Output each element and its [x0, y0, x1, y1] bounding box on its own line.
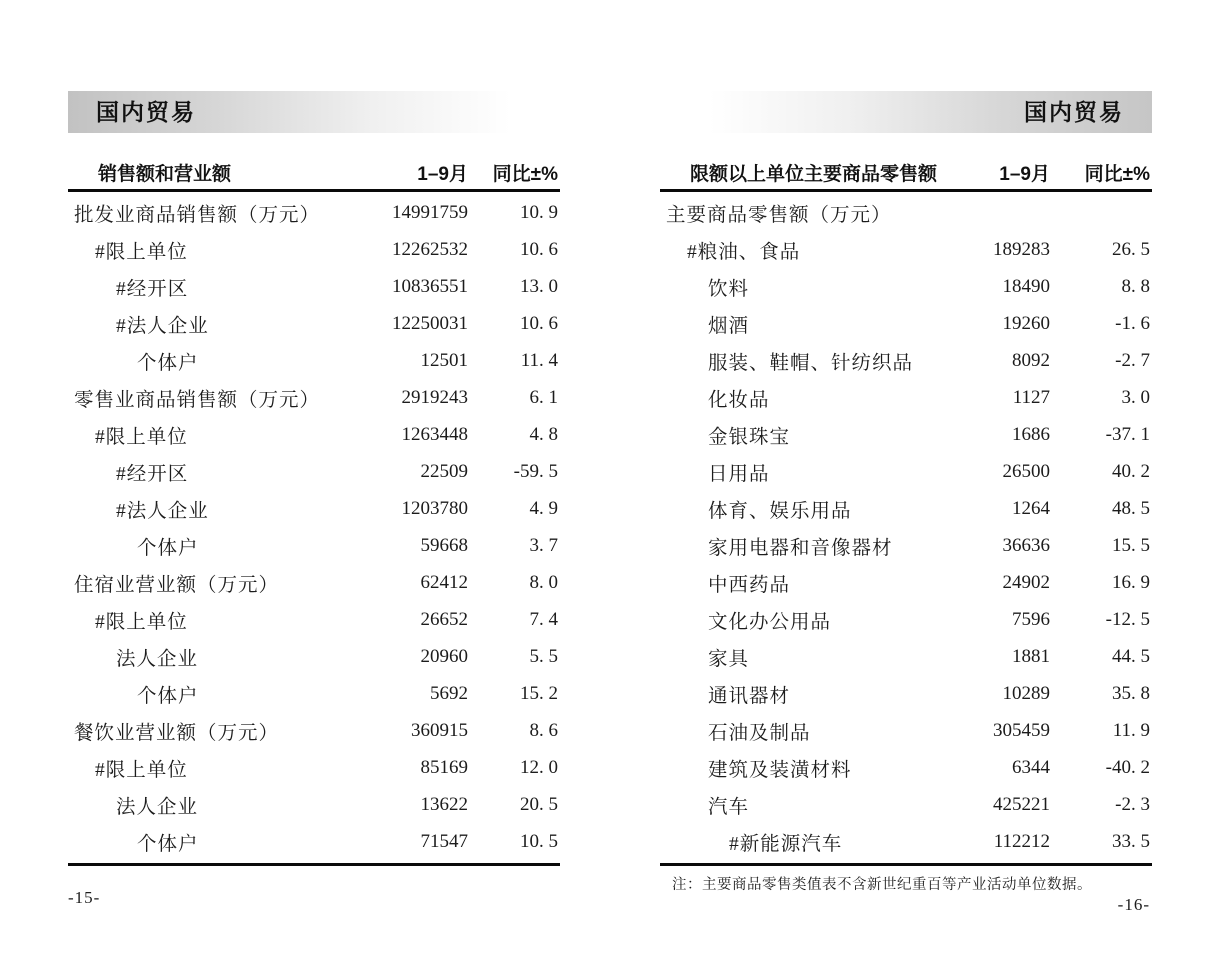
row-yoy-percent: 5. 5	[529, 645, 558, 667]
table-bottom-rule	[660, 863, 1152, 866]
row-label: 零售业商品销售额（万元）	[74, 389, 321, 411]
row-yoy-percent: 8. 6	[529, 719, 558, 741]
table-row	[68, 564, 560, 601]
table-row	[68, 638, 560, 675]
row-label: 通讯器材	[708, 685, 791, 707]
row-value: 12501	[420, 349, 468, 371]
row-value: 20960	[420, 645, 468, 667]
row-yoy-percent: 4. 8	[529, 423, 558, 445]
row-yoy-percent: 11. 4	[520, 349, 558, 371]
row-yoy-percent: 3. 7	[529, 534, 558, 556]
row-value: 13622	[420, 793, 468, 815]
row-label: 日用品	[708, 463, 770, 485]
row-yoy-percent: 15. 2	[520, 682, 558, 704]
row-value: 85169	[420, 756, 468, 778]
table-row	[68, 490, 560, 527]
row-label: #限上单位	[95, 241, 188, 263]
row-label: 法人企业	[116, 796, 199, 818]
table-top-rule	[660, 189, 1152, 192]
row-value: 2919243	[401, 386, 468, 408]
table-row	[68, 342, 560, 379]
table-row	[660, 675, 1152, 712]
row-yoy-percent: -40. 2	[1105, 756, 1150, 778]
table-row	[68, 823, 560, 860]
row-yoy-percent: -59. 5	[513, 460, 558, 482]
row-value: 22509	[420, 460, 468, 482]
row-label: 金银珠宝	[708, 426, 791, 448]
row-label: 饮料	[708, 278, 750, 300]
row-value: 26652	[420, 608, 468, 630]
row-value: 14991759	[392, 201, 468, 223]
row-value: 1264	[1012, 497, 1050, 519]
row-yoy-percent: 15. 5	[1112, 534, 1150, 556]
row-value: 1263448	[401, 423, 468, 445]
row-label: 汽车	[708, 796, 750, 818]
row-yoy-percent: 10. 6	[520, 238, 558, 260]
page-number: -16-	[1117, 895, 1150, 914]
row-value: 1686	[1012, 423, 1050, 445]
table-row	[68, 268, 560, 305]
row-yoy-percent: -2. 3	[1115, 793, 1150, 815]
column-header-period: 1–9月	[999, 164, 1050, 185]
row-label: 个体户	[137, 537, 199, 559]
table-row	[660, 416, 1152, 453]
row-value: 59668	[420, 534, 468, 556]
row-yoy-percent: 40. 2	[1112, 460, 1150, 482]
row-label: 个体户	[137, 685, 199, 707]
row-yoy-percent: 16. 9	[1112, 571, 1150, 593]
row-yoy-percent: 10. 6	[520, 312, 558, 334]
table-top-rule	[68, 189, 560, 192]
row-value: 6344	[1012, 756, 1050, 778]
row-value: 18490	[1002, 275, 1050, 297]
row-label: #限上单位	[95, 611, 188, 633]
table-row	[660, 823, 1152, 860]
row-label: 服装、鞋帽、针纺织品	[708, 352, 914, 374]
table-row	[68, 305, 560, 342]
row-yoy-percent: 35. 8	[1112, 682, 1150, 704]
table-row	[660, 453, 1152, 490]
table-row	[68, 601, 560, 638]
row-yoy-percent: 7. 4	[529, 608, 558, 630]
row-label: 批发业商品销售额（万元）	[74, 204, 321, 226]
table-header-row	[660, 157, 1152, 186]
right-page	[660, 91, 1152, 915]
row-label: #新能源汽车	[729, 833, 843, 855]
row-value: 24902	[1002, 571, 1050, 593]
row-value: 36636	[1002, 534, 1050, 556]
table-row	[68, 786, 560, 823]
row-value: 189283	[993, 238, 1050, 260]
row-label: 家用电器和音像器材	[708, 537, 893, 559]
table-row	[68, 379, 560, 416]
row-value: 112212	[993, 830, 1050, 852]
row-value: 1127	[1012, 386, 1050, 408]
column-header-yoy: 同比±%	[1084, 164, 1150, 185]
row-yoy-percent: -1. 6	[1115, 312, 1150, 334]
row-yoy-percent: 4. 9	[529, 497, 558, 519]
column-header-yoy: 同比±%	[492, 164, 558, 185]
table-row	[660, 564, 1152, 601]
table-row	[68, 416, 560, 453]
row-value: 71547	[420, 830, 468, 852]
row-yoy-percent: 11. 9	[1112, 719, 1150, 741]
row-value: 1203780	[401, 497, 468, 519]
table-row	[68, 749, 560, 786]
row-yoy-percent: 33. 5	[1112, 830, 1150, 852]
row-yoy-percent: 6. 1	[529, 386, 558, 408]
row-value: 62412	[420, 571, 468, 593]
row-yoy-percent: -2. 7	[1115, 349, 1150, 371]
table-header-row	[68, 157, 560, 186]
row-yoy-percent: 8. 0	[529, 571, 558, 593]
row-label: 建筑及装潢材料	[708, 759, 852, 781]
row-label: 石油及制品	[708, 722, 811, 744]
row-label: #粮油、食品	[687, 241, 801, 263]
row-label: #法人企业	[116, 500, 209, 522]
table-bottom-rule	[68, 863, 560, 866]
row-label: 烟酒	[708, 315, 750, 337]
column-header-period: 1–9月	[417, 164, 468, 185]
row-value: 12250031	[392, 312, 468, 334]
row-yoy-percent: 20. 5	[520, 793, 558, 815]
table-row	[660, 786, 1152, 823]
row-label: #法人企业	[116, 315, 209, 337]
row-label: 主要商品零售额（万元）	[666, 204, 892, 226]
section-banner	[68, 91, 560, 133]
row-label: 家具	[708, 648, 750, 670]
section-banner	[660, 91, 1152, 133]
section-banner-title: 国内贸易	[1024, 99, 1124, 125]
row-yoy-percent: -37. 1	[1105, 423, 1150, 445]
table-row	[68, 453, 560, 490]
row-label: 体育、娱乐用品	[708, 500, 852, 522]
row-value: 425221	[993, 793, 1050, 815]
row-value: 8092	[1012, 349, 1050, 371]
table-footnote: 注：主要商品零售类值表不含新世纪重百等产业活动单位数据。	[672, 877, 1092, 893]
row-yoy-percent: -12. 5	[1105, 608, 1150, 630]
table-title: 限额以上单位主要商品零售额	[690, 164, 938, 185]
table-row	[660, 379, 1152, 416]
table-row	[68, 527, 560, 564]
table-row	[660, 194, 1152, 231]
table-row	[660, 712, 1152, 749]
row-value: 12262532	[392, 238, 468, 260]
table-row	[68, 675, 560, 712]
table-row	[660, 601, 1152, 638]
row-value: 1881	[1012, 645, 1050, 667]
row-label: 个体户	[137, 833, 199, 855]
table-row	[660, 490, 1152, 527]
table-title: 销售额和营业额	[98, 164, 232, 185]
table-row	[660, 268, 1152, 305]
row-label: 中西药品	[708, 574, 791, 596]
table-body	[68, 194, 560, 860]
table-row	[660, 527, 1152, 564]
table-row	[660, 342, 1152, 379]
row-yoy-percent: 26. 5	[1112, 238, 1150, 260]
row-label: #限上单位	[95, 759, 188, 781]
table-row	[660, 305, 1152, 342]
table-row	[68, 194, 560, 231]
row-yoy-percent: 13. 0	[520, 275, 558, 297]
row-yoy-percent: 12. 0	[520, 756, 558, 778]
row-value: 360915	[411, 719, 468, 741]
row-value: 305459	[993, 719, 1050, 741]
row-yoy-percent: 3. 0	[1121, 386, 1150, 408]
row-value: 19260	[1002, 312, 1050, 334]
row-label: #经开区	[116, 463, 189, 485]
row-label: 住宿业营业额（万元）	[74, 574, 280, 596]
table-row	[660, 638, 1152, 675]
row-yoy-percent: 48. 5	[1112, 497, 1150, 519]
row-label: 个体户	[137, 352, 199, 374]
section-banner-title: 国内贸易	[96, 99, 196, 125]
row-label: #限上单位	[95, 426, 188, 448]
row-label: #经开区	[116, 278, 189, 300]
table-row	[68, 712, 560, 749]
row-yoy-percent: 10. 5	[520, 830, 558, 852]
row-value: 5692	[430, 682, 468, 704]
table-row	[660, 749, 1152, 786]
table-row	[68, 231, 560, 268]
row-label: 法人企业	[116, 648, 199, 670]
row-yoy-percent: 8. 8	[1121, 275, 1150, 297]
table-row	[660, 231, 1152, 268]
row-label: 化妆品	[708, 389, 770, 411]
table-body	[660, 194, 1152, 860]
row-label: 餐饮业营业额（万元）	[74, 722, 280, 744]
row-value: 10836551	[392, 275, 468, 297]
row-yoy-percent: 10. 9	[520, 201, 558, 223]
row-value: 26500	[1002, 460, 1050, 482]
row-yoy-percent: 44. 5	[1112, 645, 1150, 667]
page-number: -15-	[68, 888, 101, 907]
row-label: 文化办公用品	[708, 611, 832, 633]
left-page	[68, 91, 560, 908]
row-value: 10289	[1002, 682, 1050, 704]
row-value: 7596	[1012, 608, 1050, 630]
